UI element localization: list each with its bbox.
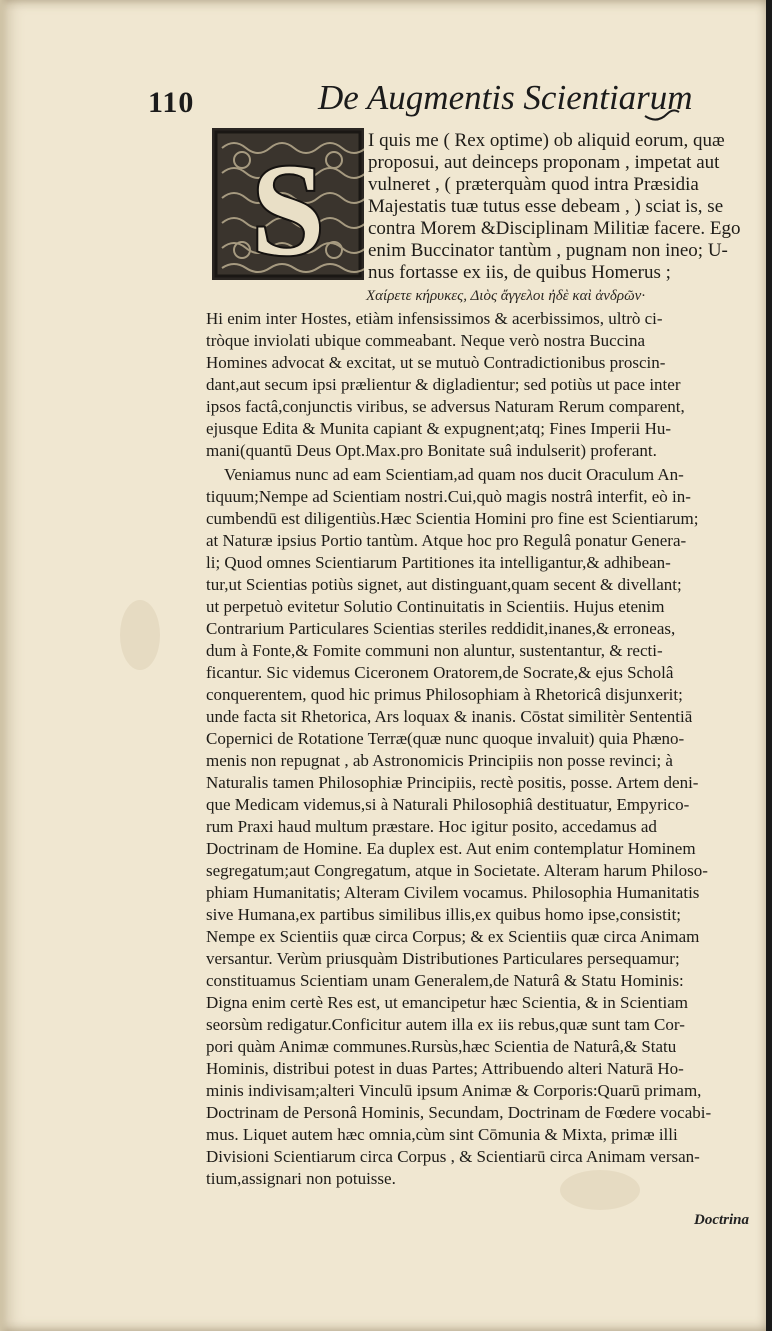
text-line: dant,aut secum ipsi prælientur & digladientur; sed potiùs ut pace inter xyxy=(206,375,681,394)
text-line: ut perpetuò evitetur Solutio Continuitatis in Scientiis. Hujus etenim xyxy=(206,597,665,616)
text-line: minis indivisam;alteri Vinculū ipsum Animæ & Corporis:Quarū primam, xyxy=(206,1081,702,1100)
text-line: Veniamus nunc ad eam Scientiam,ad quam nos ducit Oraculum An- xyxy=(224,465,684,484)
text-line: Nempe ex Scientiis quæ circa Corpus; & ex Scientiis quæ circa Animam xyxy=(206,927,700,946)
page-edge xyxy=(766,0,772,1331)
text-line: nus fortasse ex iis, de quibus Homerus ; xyxy=(368,262,671,283)
text-line: dum à Fonte,& Fomite communi non aluntur, sustentantur, & recti- xyxy=(206,641,663,660)
text-line: Contrarium Particulares Scientias steriles reddidit,inanes,& erroneas, xyxy=(206,619,676,638)
text-line: Majestatis tuæ tutus esse debeam , ) sciat is, se xyxy=(368,196,724,217)
catchword: Doctrina xyxy=(694,1212,750,1228)
text-line: Homines advocat & excitat, ut se mutuò Contradictionibus proscin- xyxy=(206,353,666,372)
running-head xyxy=(0,78,772,128)
text-line: contra Morem &Disciplinam Militiæ facere. Ego xyxy=(368,218,741,239)
text-line: seorsùm redigatur.Conficitur autem illa ex iis rebus,quæ sunt tam Cor- xyxy=(206,1015,685,1034)
text-line: Naturalis tamen Philosophiæ Principiis, rectè positis, posse. Artem deni- xyxy=(206,773,699,792)
paper-stain xyxy=(120,600,160,670)
text-line: menis non repugnat , ab Astronomicis Principiis non posse revinci; à xyxy=(206,751,673,770)
text-line: Copernici de Rotatione Terræ(quæ nunc quoque invaluit) quia Phæno- xyxy=(206,729,685,748)
page-gutter-shadow xyxy=(0,0,8,1331)
text-line: mani(quantū Deus Opt.Max.pro Bonitate suâ indulserit) proferant. xyxy=(206,441,657,460)
text-line: Divisioni Scientiarum circa Corpus , & Scientiarū circa Animam versan- xyxy=(206,1147,700,1166)
text-line: tiquum;Nempe ad Scientiam nostri.Cui,quò magis nostrâ interfit, eò in- xyxy=(206,487,691,506)
decorated-initial-letter xyxy=(212,128,364,280)
text-line: versantur. Verùm priusquàm Distributiones Particulares persequamur; xyxy=(206,949,680,968)
paper-stain xyxy=(560,1170,640,1210)
text-line: cumbendū est diligentiùs.Hæc Scientia Homini pro fine est Scientiarum; xyxy=(206,509,699,528)
greek-quotation: Χαίρετε κήρυκες, Διὸς ἄγγελοι ἠδὲ καὶ ἀνδρῶν· xyxy=(366,288,646,304)
text-line: I quis me ( Rex optime) ob aliquid eorum, quæ xyxy=(368,130,725,151)
running-title: De Augmentis Scientiarum xyxy=(318,78,693,117)
text-line: Digna enim certè Res est, ut emancipetur hæc Scientia, & in Scientiam xyxy=(206,993,689,1012)
text-line: at Naturæ ipsius Portio tantùm. Atque hoc pro Regulâ ponatur Genera- xyxy=(206,531,687,550)
text-line: Doctrinam de Homine. Ea duplex est. Aut enim contemplatur Hominem xyxy=(206,839,696,858)
text-line: Doctrinam de Personâ Hominis, Secundam, Doctrinam de Fœdere vocabi- xyxy=(206,1103,712,1122)
text-line: rum Praxi haud multum præstare. Hoc igitur posito, accedamus ad xyxy=(206,817,657,836)
text-line: conquerentem, quod hic primus Philosophiam à Rhetoricâ disjunxerit; xyxy=(206,685,683,704)
text-line: sive Humana,ex partibus similibus illis,ex quibus homo ipse,consistit; xyxy=(206,905,682,924)
text-line: tur,ut Scientias potiùs signet, aut distinguant,quam secent & divellant; xyxy=(206,575,682,594)
text-line: segregatum;aut Congregatum, atque in Societate. Alteram harum Philoso- xyxy=(206,861,708,880)
text-line: mus. Liquet autem hæc omnia,cùm sint Cōmunia & Mixta, primæ illi xyxy=(206,1125,678,1144)
text-line: tium,assignari non potuisse. xyxy=(206,1169,396,1188)
text-line: Hominis, distribui potest in duas Partes; Attribuendo alteri Naturā Ho- xyxy=(206,1059,684,1078)
text-line: enim Buccinator tantùm , pugnam non ineo; U- xyxy=(368,240,728,261)
text-line: vulneret , ( præterquàm quod intra Præsidia xyxy=(368,174,699,195)
initial-letter-glyph: S xyxy=(251,136,325,280)
flourish-ornament xyxy=(643,106,683,124)
page-number: 110 xyxy=(148,86,195,119)
text-line: constituamus Scientiam unam Generalem,de Naturâ & Statu Hominis: xyxy=(206,971,684,990)
text-line: pori quàm Animæ communes.Rursùs,hæc Scientia de Naturâ,& Statu xyxy=(206,1037,677,1056)
text-line: proposui, aut deinceps proponam , impetat aut xyxy=(368,152,720,173)
text-line: Hi enim inter Hostes, etiàm infensissimos & acerbissimos, ultrò ci- xyxy=(206,309,663,328)
text-line: ejusque Edita & Munita capiant & expugnent;atq; Fines Imperii Hu- xyxy=(206,419,672,438)
text-line: tròque inviolati ubique commeabant. Neque verò nostra Buccina xyxy=(206,331,646,350)
text-line: phiam Humanitatis; Alteram Civilem vocamus. Philosophia Humanitatis xyxy=(206,883,700,902)
text-line: ficantur. Sic videmus Ciceronem Oratorem,de Socrate,& ejus Scholâ xyxy=(206,663,674,682)
text-line: unde facta sit Rhetorica, Ars loquax & inanis. Cōstat similitèr Sententiā xyxy=(206,707,693,726)
text-line: li; Quod omnes Scientiarum Partitiones ita intelligantur,& adhibean- xyxy=(206,553,671,572)
text-line: ipsos factâ,conjunctis viribus, se adversus Naturam Rerum comparent, xyxy=(206,397,685,416)
text-line: que Medicam videmus,si à Naturali Philosophiâ destituatur, Empyrico- xyxy=(206,795,690,814)
